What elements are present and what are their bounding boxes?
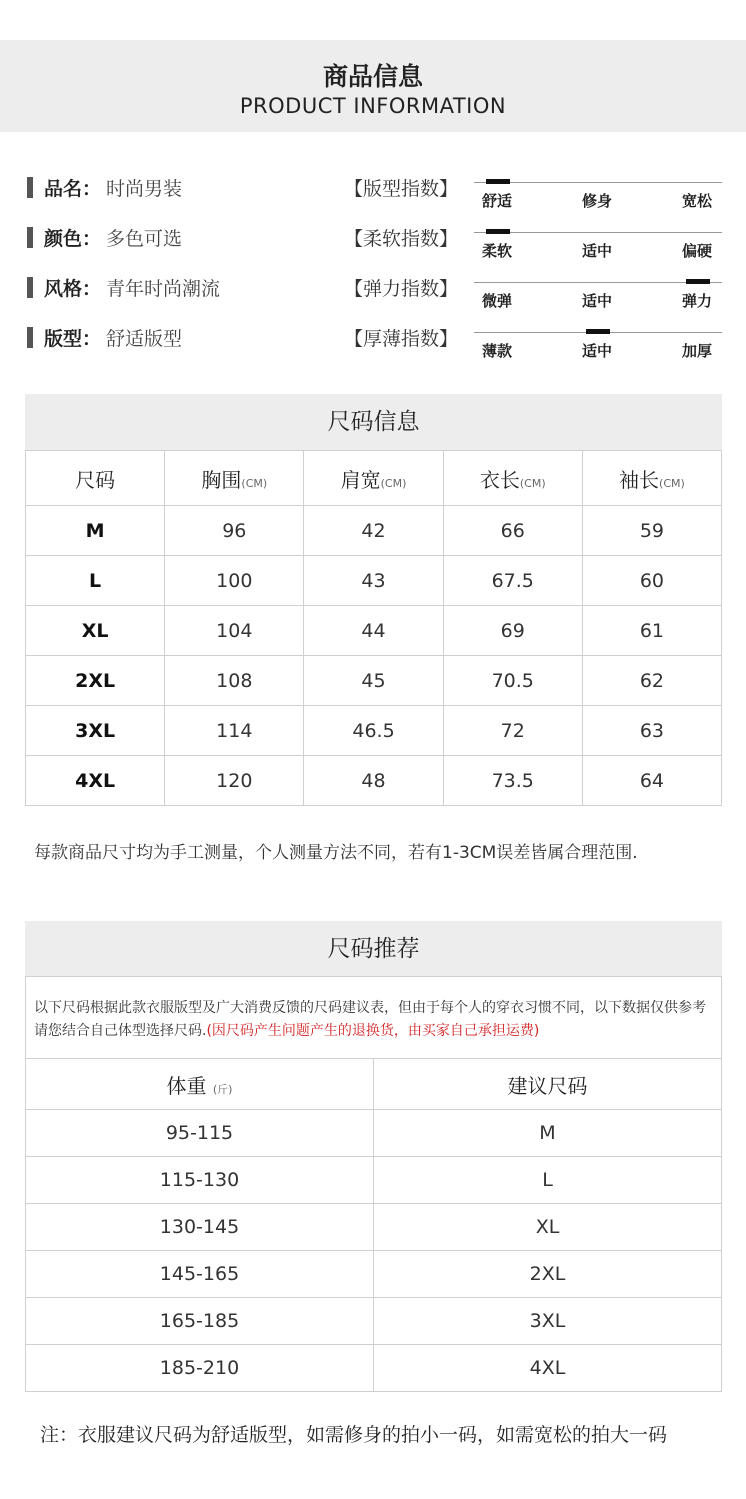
table-cell: 60 — [582, 556, 721, 606]
table-cell: M — [26, 506, 165, 556]
table-cell: 43 — [304, 556, 443, 606]
recommend-description-box — [25, 976, 722, 1059]
table-cell: 73.5 — [443, 756, 582, 806]
index-scale — [474, 182, 722, 222]
table-header-row — [26, 451, 722, 506]
table-cell: XL — [374, 1204, 722, 1251]
table-cell: 72 — [443, 706, 582, 756]
index-label: 【弹力指数】 — [344, 278, 459, 300]
attribute-value: 时尚男装 — [106, 178, 183, 200]
table-cell: 4XL — [374, 1345, 722, 1392]
product-info-header — [0, 40, 746, 132]
table-row — [26, 706, 722, 756]
attribute-key: 品名： — [44, 178, 102, 200]
header-label: 袖长 — [619, 467, 660, 492]
table-cell: 63 — [582, 706, 721, 756]
bullet-bar — [27, 327, 33, 348]
table-header — [443, 451, 582, 506]
measurement-note: 每款商品尺寸均为手工测量，个人测量方法不同，若有1-3CM误差皆属合理范围. — [34, 843, 638, 863]
table-cell: 120 — [165, 756, 304, 806]
scale-label: 修身 — [582, 192, 613, 210]
table-cell: 66 — [443, 506, 582, 556]
table-row — [26, 556, 722, 606]
table-cell: 69 — [443, 606, 582, 656]
table-cell: 2XL — [374, 1251, 722, 1298]
scale-label: 适中 — [582, 292, 613, 310]
scale-marker — [486, 229, 510, 234]
table-cell: 42 — [304, 506, 443, 556]
table-cell: 59 — [582, 506, 721, 556]
recommend-desc-warning: (因尺码产生问题产生的退换货，由买家自己承担运费) — [206, 1023, 540, 1039]
table-cell: 95-115 — [26, 1110, 374, 1157]
table-row — [26, 1251, 722, 1298]
attribute-key: 风格： — [44, 278, 102, 300]
table-row — [26, 506, 722, 556]
scale-line — [474, 182, 722, 183]
attribute-row — [0, 220, 746, 260]
table-cell: L — [26, 556, 165, 606]
unit-label: (斤) — [212, 1082, 233, 1096]
index-scale — [474, 332, 722, 372]
table-cell: 145-165 — [26, 1251, 374, 1298]
attribute-value: 舒适版型 — [106, 328, 183, 350]
attribute-value: 多色可选 — [106, 228, 183, 250]
index-label: 【柔软指数】 — [344, 228, 459, 250]
size-table — [25, 450, 722, 806]
table-cell: 4XL — [26, 756, 165, 806]
table-cell: 62 — [582, 656, 721, 706]
table-header-row — [26, 1059, 722, 1110]
attribute-value: 青年时尚潮流 — [106, 278, 221, 300]
scale-label: 舒适 — [482, 192, 513, 210]
table-header — [582, 451, 721, 506]
table-row — [26, 1157, 722, 1204]
table-row — [26, 1110, 722, 1157]
table-cell: 100 — [165, 556, 304, 606]
table-cell: 44 — [304, 606, 443, 656]
table-cell: 3XL — [26, 706, 165, 756]
scale-label: 柔软 — [482, 242, 513, 260]
scale-label: 弹力 — [682, 292, 713, 310]
scale-label: 薄款 — [482, 342, 513, 360]
attribute-row — [0, 320, 746, 360]
index-label: 【版型指数】 — [344, 178, 459, 200]
table-row — [26, 656, 722, 706]
attribute-row — [0, 170, 746, 210]
table-header — [26, 451, 165, 506]
size-info-title: 尺码信息 — [25, 394, 722, 450]
index-label: 【厚薄指数】 — [344, 328, 459, 350]
table-cell: 3XL — [374, 1298, 722, 1345]
table-cell: 108 — [165, 656, 304, 706]
unit-label: (CM) — [659, 476, 685, 490]
header-label: 衣长 — [479, 467, 520, 492]
table-header — [304, 451, 443, 506]
bullet-bar — [27, 177, 33, 198]
header-label: 胸围 — [201, 467, 242, 492]
recommend-table — [25, 1058, 722, 1392]
bullet-bar — [27, 277, 33, 298]
index-scale — [474, 232, 722, 272]
unit-label: (CM) — [519, 476, 546, 490]
header-title-en: PRODUCT INFORMATION — [239, 94, 507, 118]
table-cell: 45 — [304, 656, 443, 706]
fit-note: 注：衣服建议尺码为舒适版型，如需修身的拍小一码，如需宽松的拍大一码 — [40, 1424, 668, 1446]
scale-label: 加厚 — [682, 342, 713, 360]
table-cell: 185-210 — [26, 1345, 374, 1392]
scale-line — [474, 232, 722, 233]
table-header — [165, 451, 304, 506]
table-cell: 104 — [165, 606, 304, 656]
unit-label: (CM) — [241, 476, 268, 490]
scale-label: 偏硬 — [682, 242, 713, 260]
header-title-cn: 商品信息 — [322, 62, 423, 91]
index-scale — [474, 282, 722, 322]
attribute-key: 版型： — [44, 328, 102, 350]
table-cell: 61 — [582, 606, 721, 656]
table-cell: 67.5 — [443, 556, 582, 606]
scale-label: 适中 — [582, 242, 613, 260]
table-row — [26, 606, 722, 656]
scale-label: 适中 — [582, 342, 613, 360]
table-row — [26, 1345, 722, 1392]
table-header: 建议尺码 — [374, 1059, 722, 1110]
table-cell: 165-185 — [26, 1298, 374, 1345]
table-cell: 114 — [165, 706, 304, 756]
scale-label: 微弹 — [482, 292, 513, 310]
header-label: 尺码 — [75, 467, 116, 492]
header-label: 体重 — [166, 1073, 207, 1098]
table-cell: 64 — [582, 756, 721, 806]
table-cell: 130-145 — [26, 1204, 374, 1251]
table-row — [26, 1204, 722, 1251]
unit-label: (CM) — [380, 476, 407, 490]
scale-marker — [686, 279, 710, 284]
table-cell: 70.5 — [443, 656, 582, 706]
scale-label: 宽松 — [682, 192, 713, 210]
scale-line — [474, 282, 722, 283]
table-cell: 115-130 — [26, 1157, 374, 1204]
table-cell: L — [374, 1157, 722, 1204]
table-cell: 96 — [165, 506, 304, 556]
table-cell: 46.5 — [304, 706, 443, 756]
bullet-bar — [27, 227, 33, 248]
recommend-description — [34, 997, 716, 1043]
attribute-row — [0, 270, 746, 310]
table-header — [26, 1059, 374, 1110]
recommend-desc-text: 以下尺码根据此款衣服版型及广大消费反馈的尺码建议表，但由于每个人的穿衣习惯不同，以下数据仅供参考请您结合自己体型选择尺码. — [34, 1000, 706, 1039]
table-row — [26, 756, 722, 806]
header-label: 肩宽 — [340, 467, 381, 492]
attribute-key: 颜色： — [44, 228, 102, 250]
table-cell: 2XL — [26, 656, 165, 706]
table-cell: M — [374, 1110, 722, 1157]
table-cell: XL — [26, 606, 165, 656]
size-recommend-title: 尺码推荐 — [25, 921, 722, 977]
table-row — [26, 1298, 722, 1345]
table-cell: 48 — [304, 756, 443, 806]
scale-marker — [586, 329, 610, 334]
scale-marker — [486, 179, 510, 184]
